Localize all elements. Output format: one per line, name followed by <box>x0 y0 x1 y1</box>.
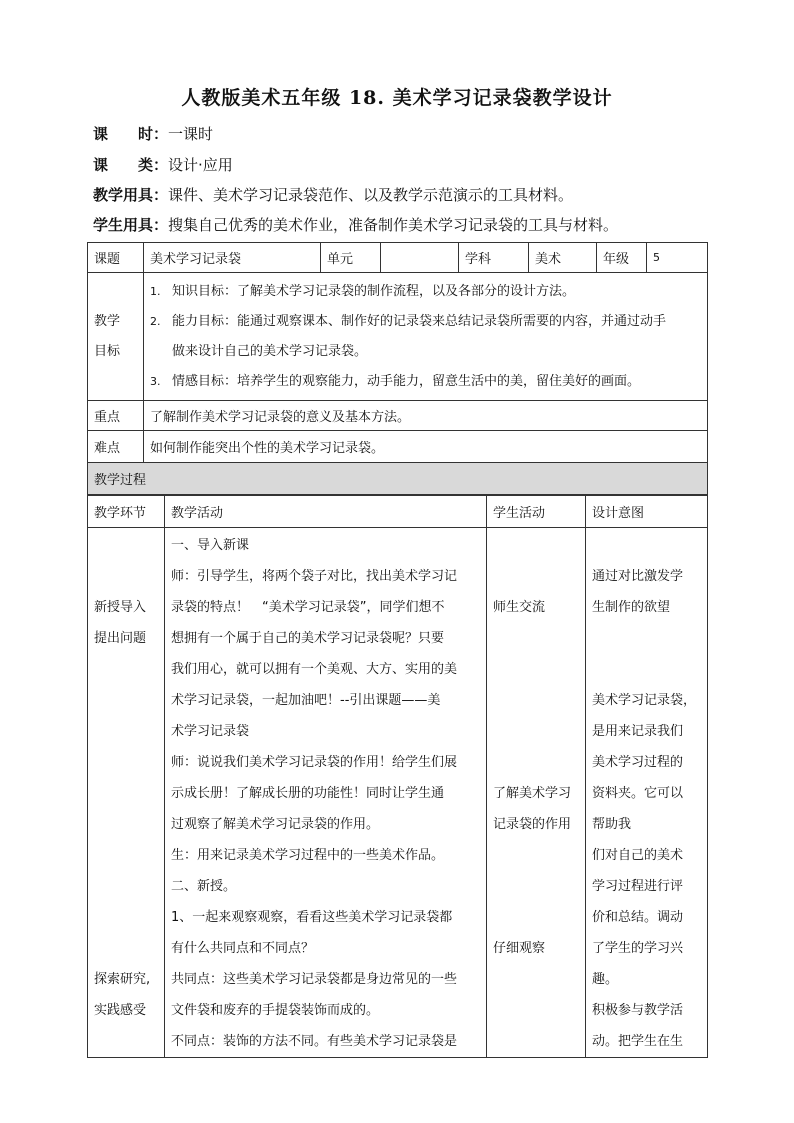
student-line <box>493 747 579 778</box>
intent-line: 趣。 <box>592 972 619 987</box>
activity-line: 师：引导学生，将两个袋子对比，找出美术学习记 <box>171 569 458 584</box>
goal-item: 1. 知识目标：了解美术学习记录袋的制作流程，以及各部分的设计方法。 <box>150 283 576 299</box>
grade-value: 5 <box>647 243 708 273</box>
intent-line: 美术学习记录袋， <box>592 693 697 708</box>
stage-line: 探索研究, <box>94 972 151 987</box>
activity-line: 二、新授。 <box>171 879 237 894</box>
subject-label: 学科 <box>459 243 529 273</box>
course-value: 美术学习记录袋 <box>144 243 321 273</box>
stage-line <box>94 902 158 933</box>
meta-teaching-tools: 教学用具：课件、美术学习记录袋范作、以及教学示范演示的工具材料。 <box>93 186 574 204</box>
student-line: 师生交流 <box>493 600 546 615</box>
info-row <box>88 243 708 273</box>
intent-line <box>592 654 701 685</box>
unit-value <box>381 243 459 273</box>
intent-line: 资料夹。它可以 <box>592 786 684 801</box>
lesson-plan-table <box>87 242 708 495</box>
goals-label: 教学 目标 <box>88 273 144 401</box>
student-line <box>493 964 579 995</box>
activity-line: 1、一起来观察观察，看看这些美术学习记录袋都 <box>171 910 453 925</box>
student-line: 记录袋的作用 <box>493 817 572 832</box>
intent-line: 价和总结。调动 <box>592 910 684 925</box>
activity-line: 不同点：装饰的方法不同。有些美术学习记录袋是 <box>171 1034 458 1049</box>
stage-line <box>94 809 158 840</box>
meta-duration: 课 时：一课时 <box>93 125 214 143</box>
stage-lines <box>94 530 158 1057</box>
process-section-row <box>88 463 708 495</box>
goals-row <box>88 273 708 401</box>
student-line <box>493 623 579 654</box>
intent-line: 积极参与教学活 <box>592 1003 684 1018</box>
activity-line: 文件袋和废弃的手提袋装饰而成的。 <box>171 1003 380 1018</box>
student-line <box>493 1026 579 1057</box>
key-point-label: 重点 <box>88 401 144 431</box>
intent-line: 们对自己的美术 <box>592 848 684 863</box>
goal-item-continuation: 做来设计自己的美术学习记录袋。 <box>172 343 368 359</box>
goals-content <box>144 273 708 401</box>
student-line <box>493 871 579 902</box>
document-title: 人教版美术五年级 18. 美术学习记录袋教学设计 <box>181 87 613 109</box>
header-stage: 教学环节 <box>88 496 165 528</box>
activity-line: 术学习记录袋 <box>171 724 250 739</box>
stage-line <box>94 747 158 778</box>
activity-line: 示成长册！了解成长册的功能性！同时让学生通 <box>171 786 445 801</box>
unit-label: 单元 <box>321 243 381 273</box>
intent-line: 动。把学生在生 <box>592 1034 684 1049</box>
intent-lines <box>592 530 701 1057</box>
intent-cell <box>586 528 708 1058</box>
grade-label: 年级 <box>597 243 647 273</box>
goal-item: 2. 能力目标：能通过观察课本、制作好的记录袋来总结记录袋所需要的内容，并通过动手 <box>150 313 667 329</box>
stage-line <box>94 933 158 964</box>
difficulty-label: 难点 <box>88 431 144 463</box>
activity-line: 有什么共同点和不同点？ <box>171 941 315 956</box>
intent-line: 通过对比激发学 <box>592 569 684 584</box>
student-line <box>493 654 579 685</box>
activity-lines <box>171 530 480 1057</box>
stage-line <box>94 1026 158 1057</box>
student-line: 了解美术学习 <box>493 786 572 801</box>
intent-line: 美术学习过程的 <box>592 755 684 770</box>
activity-line: 我们用心，就可以拥有一个美观、大方、实用的美 <box>171 662 458 677</box>
student-cell <box>487 528 586 1058</box>
activity-line: 一、导入新课 <box>171 538 250 553</box>
stage-line <box>94 685 158 716</box>
header-intent: 设计意图 <box>586 496 708 528</box>
intent-line <box>592 623 701 654</box>
stage-line: 新授导入 <box>94 600 147 615</box>
meta-category: 课 类：设计·应用 <box>93 156 233 174</box>
intent-line: 是用来记录我们 <box>592 724 684 739</box>
stage-line: 提出问题 <box>94 631 147 646</box>
student-line <box>493 840 579 871</box>
student-line <box>493 716 579 747</box>
activity-cell <box>165 528 487 1058</box>
process-body-row <box>88 528 708 1058</box>
activity-line: 师：说说我们美术学习记录袋的作用！给学生们展 <box>171 755 458 770</box>
student-line <box>493 530 579 561</box>
student-line <box>493 685 579 716</box>
activity-line: 术学习记录袋，一起加油吧！--引出课题——美 <box>171 693 441 708</box>
intent-line: 生制作的欲望 <box>592 600 671 615</box>
stage-line <box>94 716 158 747</box>
key-point-row <box>88 401 708 431</box>
course-label: 课题 <box>88 243 144 273</box>
intent-line <box>592 530 701 561</box>
stage-line: 实践感受 <box>94 1003 147 1018</box>
activity-line: 想拥有一个属于自己的美术学习记录袋呢？只要 <box>171 631 445 646</box>
activity-line: 录袋的特点！ “美术学习记录袋”，同学们想不 <box>171 600 445 615</box>
difficulty-row <box>88 431 708 463</box>
activity-line: 过观察了解美术学习记录袋的作用。 <box>171 817 380 832</box>
stage-line <box>94 840 158 871</box>
student-line: 仔细观察 <box>493 941 546 956</box>
intent-line: 帮助我 <box>592 817 632 832</box>
header-activity: 教学活动 <box>165 496 487 528</box>
student-line <box>493 995 579 1026</box>
meta-student-tools: 学生用具：搜集自己优秀的美术作业，准备制作美术学习记录袋的工具与材料。 <box>93 216 619 234</box>
subject-value: 美术 <box>529 243 597 273</box>
activity-line: 共同点：这些美术学习记录袋都是身边常见的一些 <box>171 972 458 987</box>
intent-line: 了学生的学习兴 <box>592 941 684 956</box>
process-header-row <box>88 496 708 528</box>
process-section-title: 教学过程 <box>88 463 708 495</box>
student-line <box>493 561 579 592</box>
goal-item: 3. 情感目标：培养学生的观察能力，动手能力，留意生活中的美，留住美好的画面。 <box>150 373 641 389</box>
stage-line <box>94 561 158 592</box>
stage-line <box>94 778 158 809</box>
stage-line <box>94 871 158 902</box>
header-student: 学生活动 <box>487 496 586 528</box>
process-table <box>87 495 708 1058</box>
stage-line <box>94 654 158 685</box>
intent-line: 学习过程进行评 <box>592 879 684 894</box>
key-point-text: 了解制作美术学习记录袋的意义及基本方法。 <box>144 401 708 431</box>
difficulty-text: 如何制作能突出个性的美术学习记录袋。 <box>144 431 708 463</box>
activity-line: 生：用来记录美术学习过程中的一些美术作品。 <box>171 848 445 863</box>
student-lines <box>493 530 579 1057</box>
stage-line <box>94 530 158 561</box>
stage-cell <box>88 528 165 1058</box>
student-line <box>493 902 579 933</box>
